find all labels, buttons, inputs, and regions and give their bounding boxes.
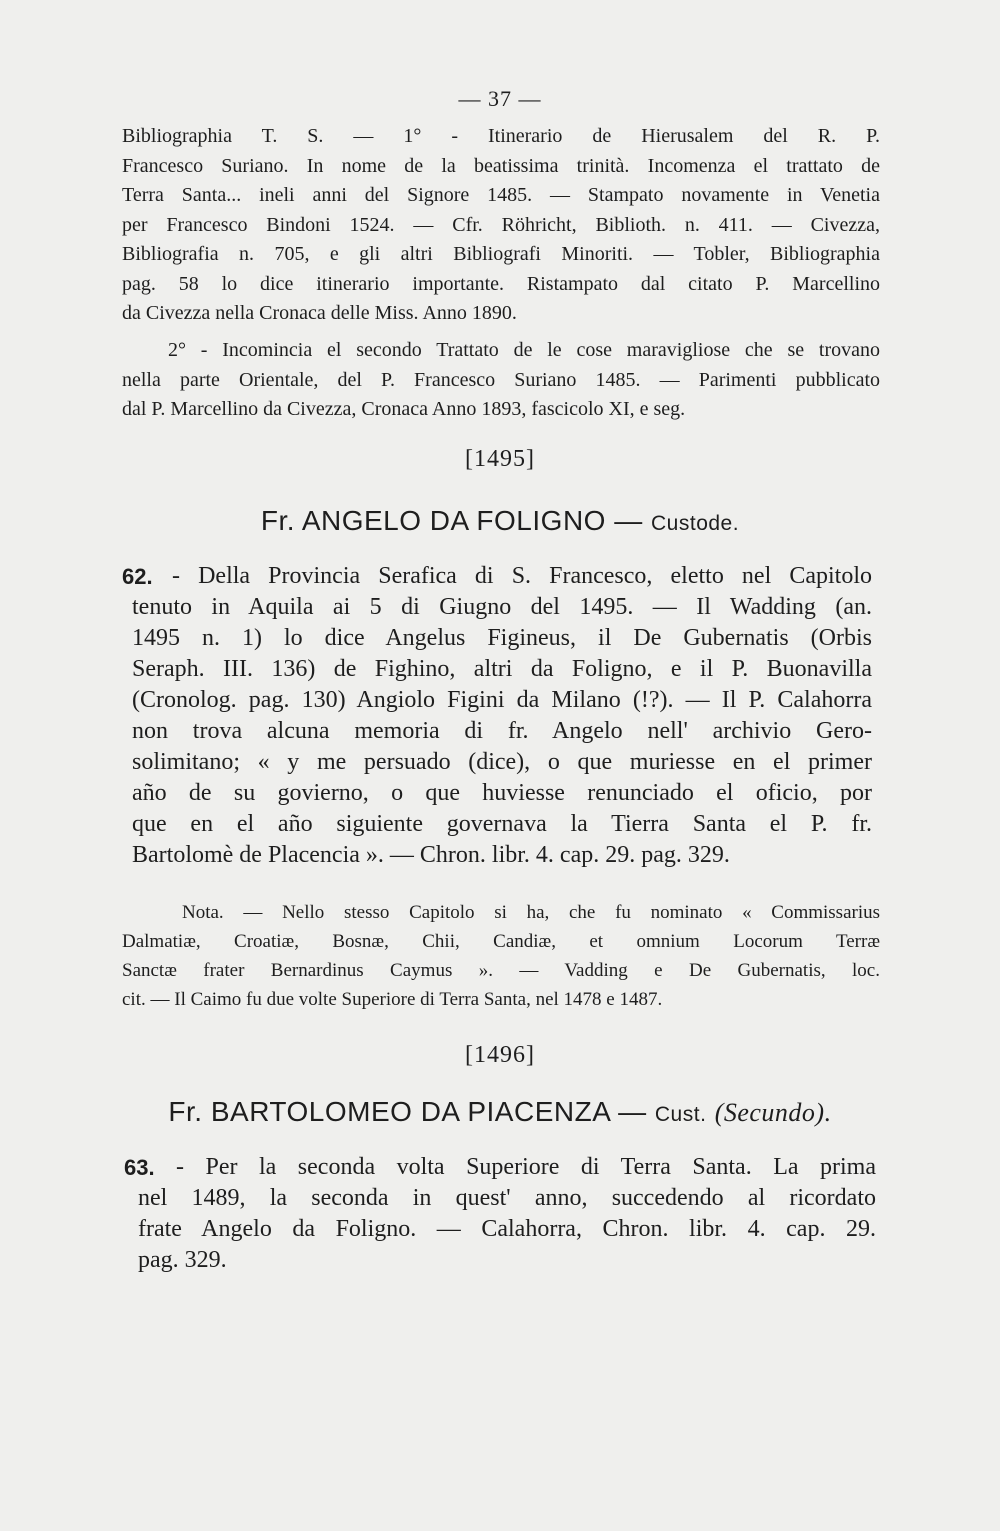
text-line: dal P. Marcellino da Civezza, Cronaca Anno 1893, fascicolo XI, e seg. [122, 398, 686, 420]
text-line: nel 1489, la seconda in quest' anno, succedendo al ricordato [138, 1185, 876, 1211]
text-line: año de su govierno, o que huviesse renunciado el oficio, por [132, 780, 872, 806]
text-line: Bibliographia T. S. — 1° - Itinerario de Hierusalem del R. P. [122, 125, 880, 147]
text-line: Dalmatiæ, Croatiæ, Bosnæ, Chii, Candiæ, et omnium Locorum Terræ [122, 931, 880, 952]
text-line: - Della Provincia Serafica di S. Francesco, eletto nel Capitolo [172, 563, 872, 589]
text-line: Seraph. III. 136) de Fighino, altri da Foligno, e il P. Buonavilla [132, 656, 872, 682]
text-line: Bibliografia n. 705, e gli altri Bibliografi Minoriti. — Tobler, Bibliographia [122, 243, 880, 265]
heading-name: BARTOLOMEO DA PIACENZA [210, 1096, 610, 1127]
page-number: — 37 — [458, 86, 542, 111]
text-line: pag. 329. [138, 1247, 227, 1273]
text-line: Bartolomè de Placencia ». — Chron. libr. 4. cap. 29. pag. 329. [132, 842, 730, 868]
entry-62 [122, 561, 872, 871]
heading-prefix: Fr. [168, 1096, 203, 1127]
heading-title: Custode. [651, 512, 740, 535]
section-heading [0, 1096, 1000, 1128]
bibliography-paragraph [122, 122, 880, 329]
text-line: frate Angelo da Foligno. — Calahorra, Chron. libr. 4. cap. 29. [138, 1216, 876, 1242]
heading-name: ANGELO DA FOLIGNO [301, 505, 606, 536]
text-line: Francesco Suriano. In nome de la beatissima trinità. Incomenza el trattato de [122, 154, 880, 177]
text-line: - Per la seconda volta Superiore di Terra Santa. La prima [176, 1154, 876, 1180]
entry-63 [124, 1152, 876, 1276]
text-line: per Francesco Bindoni 1524. — Cfr. Röhricht, Biblioth. n. 411. — Civezza, [122, 213, 880, 236]
heading-prefix: Fr. [260, 505, 296, 536]
text-line: nella parte Orientale, del P. Francesco Suriano 1485. — Parimenti pubblicato [122, 368, 880, 391]
text-line: pag. 58 lo dice itinerario importante. Ristampato dal citato P. Marcellino [122, 272, 880, 295]
heading-dash: — [618, 1096, 647, 1127]
text-line: Sanctæ frater Bernardinus Caymus ». — Vadding e De Gubernatis, loc. [122, 960, 880, 981]
year-heading: [1496] [465, 1042, 535, 1068]
text-line: 2° - Incomincia el secondo Trattato de le cose maravigliose che se trovano [168, 339, 880, 361]
text-line: (Cronolog. pag. 130) Angiolo Figini da Milano (!?). — Il P. Calahorra [132, 687, 872, 713]
text-line: cit. — Il Caimo fu due volte Superiore di Terra Santa, nel 1478 e 1487. [122, 989, 663, 1010]
text-line: non trova alcuna memoria di fr. Angelo nell' archivio Gero- [132, 718, 872, 744]
bibliography-paragraph-2 [122, 336, 880, 425]
text-line: que en el año siguiente governava la Tierra Santa el P. fr. [132, 811, 872, 837]
heading-note: (Secundo). [714, 1098, 832, 1127]
section-heading [0, 505, 1000, 537]
entry-number: 62. [122, 564, 153, 589]
entry-number: 63. [124, 1155, 155, 1180]
text-line: Nota. — Nello stesso Capitolo si ha, che fu nominato « Commissarius [182, 902, 880, 923]
text-line: tenuto in Aquila ai 5 di Giugno del 1495. — Il Wadding (an. [132, 594, 872, 620]
text-line: solimitano; « y me persuado (dice), o que muriesse en el primer [132, 749, 872, 775]
heading-title: Cust. [654, 1103, 707, 1126]
year-heading: [1495] [465, 446, 535, 472]
heading-dash: — [614, 505, 643, 536]
text-line: Terra Santa... ineli anni del Signore 1485. — Stampato novamente in Venetia [122, 184, 880, 206]
text-line: 1495 n. 1) lo dice Angelus Figineus, il De Gubernatis (Orbis [132, 625, 872, 651]
text-line: da Civezza nella Cronaca delle Miss. Anno 1890. [122, 302, 517, 324]
note-paragraph [122, 898, 880, 1014]
